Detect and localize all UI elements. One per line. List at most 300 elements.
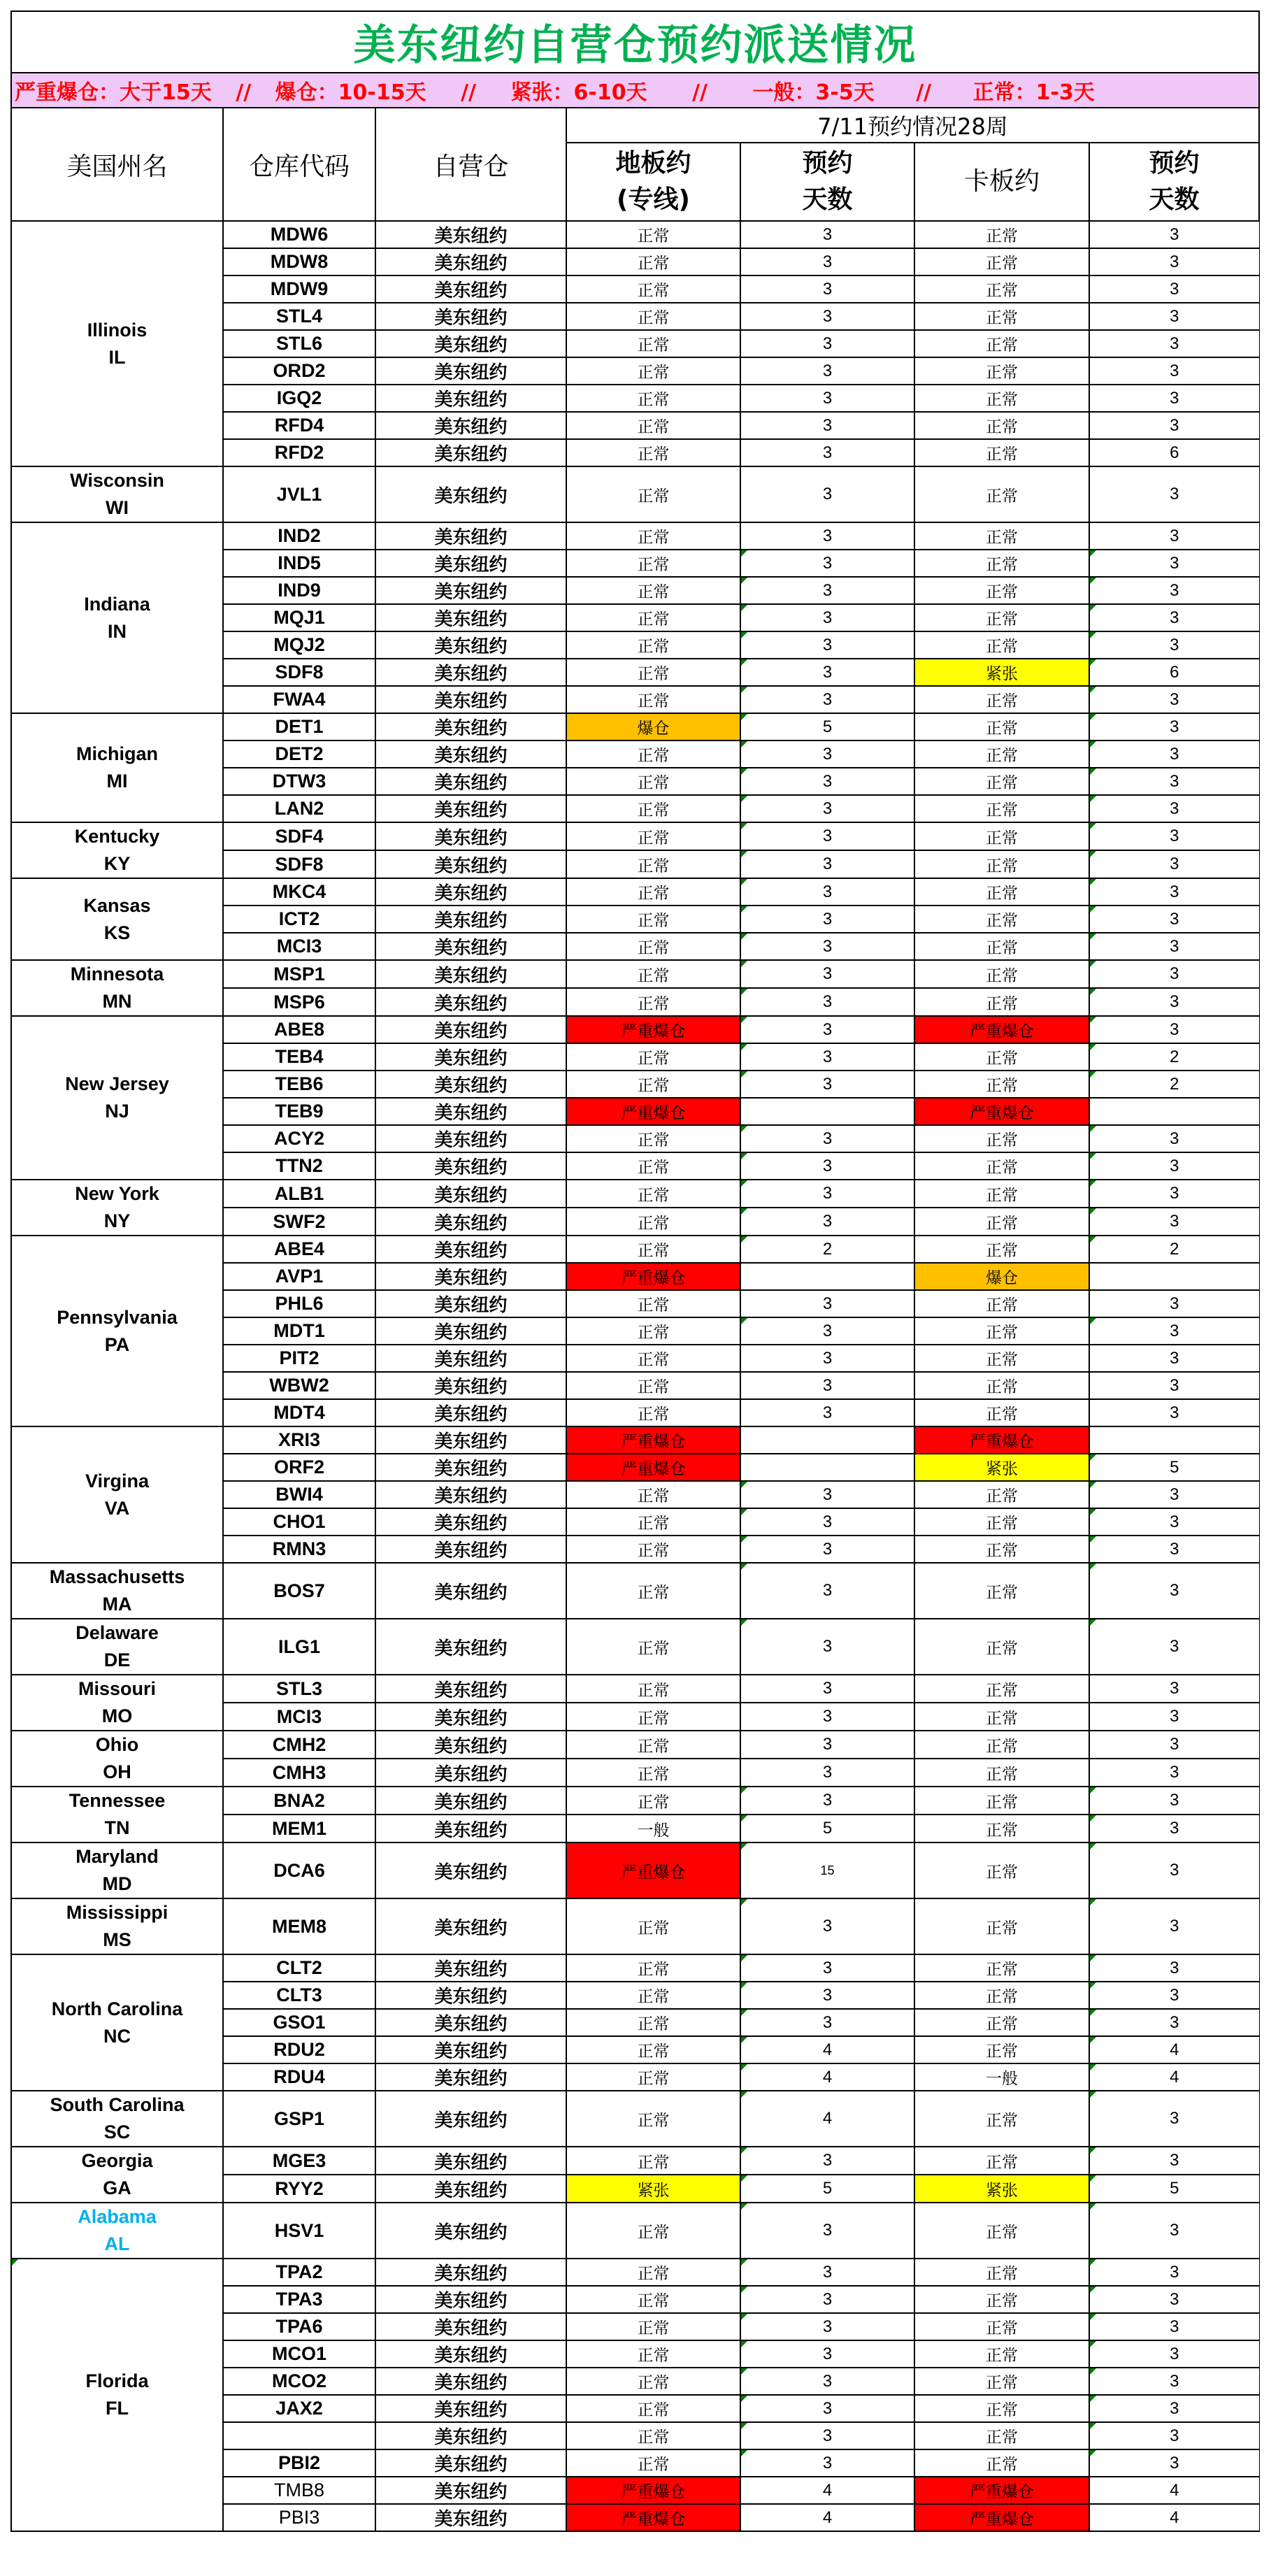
- owner-cell: [375, 1180, 566, 1208]
- floor-status: [566, 1071, 740, 1098]
- truck-days: [1089, 466, 1259, 522]
- number-as-text-marker-icon: [741, 933, 747, 940]
- truck-status-text: 正常: [986, 774, 1018, 792]
- floor-status: [566, 1536, 740, 1563]
- truck-status-text: 正常: [986, 1821, 1018, 1840]
- state-name: Virgina: [85, 1470, 150, 1491]
- floor-status: [566, 686, 740, 713]
- number-as-text-marker-icon: [1090, 1509, 1096, 1515]
- warehouse-code-text: BOS7: [273, 1580, 325, 1601]
- floor-status-text: 正常: [637, 391, 670, 409]
- number-as-text-marker-icon: [741, 2147, 747, 2154]
- truck-status: [914, 2422, 1089, 2449]
- number-as-text-marker-icon: [741, 2368, 747, 2375]
- floor-days: [740, 2477, 914, 2504]
- truck-status: [914, 713, 1089, 740]
- floor-days-text: 3: [822, 1679, 833, 1698]
- owner-cell: [375, 522, 566, 550]
- number-as-text-marker-icon: [741, 2037, 747, 2043]
- truck-days-text: 3: [1170, 1156, 1179, 1175]
- owner-cell-text: 美东纽约: [434, 226, 508, 247]
- floor-status-text: 正常: [637, 1351, 670, 1369]
- header-state: 美国州名: [11, 108, 223, 221]
- truck-status-text: 严重爆仓: [970, 1433, 1034, 1451]
- floor-days: [740, 1898, 914, 1954]
- truck-days-text: 3: [1170, 1539, 1179, 1559]
- table-row: [11, 960, 1259, 988]
- floor-days-text: 3: [822, 252, 833, 271]
- owner-cell: [375, 1954, 566, 1982]
- truck-days: [1089, 1043, 1259, 1071]
- floor-status: [566, 1125, 740, 1152]
- truck-days-text: 3: [1170, 1861, 1179, 1880]
- floor-status: [566, 906, 740, 933]
- truck-days: [1089, 276, 1259, 303]
- floor-status: [566, 1675, 740, 1703]
- owner-cell: [375, 2422, 566, 2449]
- truck-days-text: 3: [1170, 2262, 1179, 2282]
- owner-cell: [375, 439, 566, 466]
- warehouse-code-text: DET1: [275, 716, 324, 737]
- warehouse-code: [223, 1071, 375, 1098]
- truck-days: [1089, 1399, 1259, 1426]
- state-name: Michigan: [76, 743, 158, 764]
- truck-status: [914, 1563, 1089, 1619]
- floor-status: [566, 1898, 740, 1954]
- floor-days: [740, 2259, 914, 2286]
- state-cell: [11, 1675, 223, 1731]
- floor-days-text: 3: [822, 882, 833, 901]
- floor-days-text: 15: [820, 1863, 835, 1877]
- status-legend: [11, 73, 1259, 108]
- owner-cell-text: 美东纽约: [434, 1075, 508, 1096]
- number-as-text-marker-icon: [741, 1318, 747, 1324]
- owner-cell: [375, 631, 566, 659]
- floor-status-text: 正常: [637, 2111, 670, 2130]
- table-row: [11, 2091, 1259, 2147]
- warehouse-code-text: RFD2: [274, 442, 324, 463]
- truck-days-text: 3: [1170, 1019, 1179, 1039]
- floor-status: [566, 2504, 740, 2531]
- truck-status: [914, 822, 1089, 850]
- truck-days-text: 3: [1170, 854, 1179, 873]
- warehouse-code: [223, 2422, 375, 2449]
- floor-status-text: 正常: [637, 1324, 670, 1342]
- truck-status-text: 正常: [986, 994, 1018, 1013]
- owner-cell: [375, 1508, 566, 1536]
- truck-days: [1089, 2340, 1259, 2368]
- floor-days: [740, 1208, 914, 1236]
- truck-days: [1089, 933, 1259, 960]
- truck-status-text: 正常: [986, 2015, 1018, 2033]
- floor-status-text: 正常: [637, 2265, 670, 2283]
- truck-days-text: 3: [1170, 1184, 1179, 1203]
- owner-cell: [375, 1372, 566, 1399]
- floor-status-text: 正常: [637, 282, 670, 300]
- legend-item-tight: 紧张：6-10天: [510, 80, 647, 105]
- header-floor-line2: (专线): [617, 185, 690, 214]
- warehouse-code: [223, 2203, 375, 2259]
- floor-status: [566, 303, 740, 330]
- number-as-text-marker-icon: [741, 578, 747, 584]
- table-row: [11, 1898, 1259, 1954]
- number-as-text-marker-icon: [741, 2314, 747, 2320]
- warehouse-code-text: IND9: [278, 580, 321, 601]
- warehouse-code: [223, 1372, 375, 1399]
- state-abbr: DE: [103, 1650, 131, 1670]
- floor-status: [566, 1563, 740, 1619]
- floor-status: [566, 412, 740, 439]
- owner-cell-text: 美东纽约: [434, 2454, 508, 2475]
- floor-status-text: 严重爆仓: [621, 1460, 686, 1478]
- truck-status: [914, 2449, 1089, 2477]
- owner-cell-text: 美东纽约: [434, 1861, 508, 1883]
- number-as-text-marker-icon: [1090, 2147, 1096, 2154]
- warehouse-code: [223, 1898, 375, 1954]
- truck-days-text: 3: [1170, 2453, 1179, 2473]
- header-week-group: 7/11预约情况28周: [566, 108, 1259, 143]
- floor-status: [566, 330, 740, 357]
- number-as-text-marker-icon: [741, 659, 747, 666]
- truck-status: [914, 2091, 1089, 2147]
- warehouse-code: [223, 1536, 375, 1563]
- owner-cell: [375, 1619, 566, 1675]
- number-as-text-marker-icon: [741, 1843, 747, 1849]
- table-row: [11, 522, 1259, 550]
- truck-days: [1089, 550, 1259, 577]
- state-cell: [11, 1563, 223, 1619]
- truck-status: [914, 439, 1089, 466]
- floor-days: [740, 1563, 914, 1619]
- truck-status-text: 正常: [986, 1681, 1018, 1700]
- state-cell: [11, 2147, 223, 2203]
- truck-status-text: 正常: [986, 1378, 1018, 1396]
- truck-status: [914, 1787, 1089, 1815]
- floor-days: [740, 1982, 914, 2009]
- truck-status-text: 正常: [986, 747, 1018, 765]
- warehouse-code: [223, 686, 375, 713]
- floor-days-text: 3: [822, 1047, 833, 1066]
- owner-cell: [375, 1842, 566, 1898]
- truck-days-text: 3: [1170, 1917, 1179, 1935]
- floor-status: [566, 1815, 740, 1842]
- warehouse-code: [223, 2313, 375, 2340]
- floor-status: [566, 2449, 740, 2477]
- truck-status-text: 正常: [986, 2401, 1018, 2419]
- owner-cell: [375, 604, 566, 631]
- state-cell: [11, 960, 223, 1016]
- owner-cell: [375, 2091, 566, 2147]
- state-cell: [11, 2259, 223, 2531]
- truck-status-text: 正常: [986, 556, 1018, 574]
- owner-cell-text: 美东纽约: [434, 2152, 508, 2173]
- owner-cell-text: 美东纽约: [434, 718, 508, 739]
- truck-status-text: 正常: [986, 2042, 1018, 2061]
- floor-status-text: 正常: [637, 2428, 670, 2447]
- owner-cell: [375, 357, 566, 385]
- truck-status: [914, 1317, 1089, 1345]
- truck-status: [914, 1098, 1089, 1125]
- floor-status-text: 正常: [637, 774, 670, 792]
- number-as-text-marker-icon: [1090, 879, 1096, 885]
- truck-status: [914, 604, 1089, 631]
- truck-days: [1089, 2203, 1259, 2259]
- warehouse-code: [223, 960, 375, 988]
- truck-status: [914, 850, 1089, 878]
- floor-status-text: 严重爆仓: [621, 2483, 686, 2501]
- floor-status: [566, 960, 740, 988]
- number-as-text-marker-icon: [1090, 1153, 1096, 1159]
- truck-status: [914, 1263, 1089, 1290]
- floor-status: [566, 2395, 740, 2422]
- owner-cell-text: 美东纽约: [434, 1212, 508, 1234]
- warehouse-code: [223, 522, 375, 550]
- owner-cell-text: 美东纽约: [434, 938, 508, 959]
- owner-cell: [375, 412, 566, 439]
- floor-days: [740, 385, 914, 412]
- floor-days-text: 3: [822, 1156, 833, 1175]
- number-as-text-marker-icon: [1090, 1564, 1096, 1570]
- floor-days: [740, 1043, 914, 1071]
- number-as-text-marker-icon: [1090, 741, 1096, 747]
- truck-days: [1089, 1954, 1259, 1982]
- owner-cell-text: 美东纽约: [434, 993, 508, 1015]
- warehouse-code-text: CMH3: [272, 1761, 326, 1783]
- owner-cell-text: 美东纽约: [434, 2345, 508, 2366]
- truck-days: [1089, 1098, 1259, 1125]
- warehouse-code: [223, 795, 375, 822]
- number-as-text-marker-icon: [1090, 1899, 1096, 1905]
- warehouse-code: [223, 933, 375, 960]
- warehouse-code-text: MDW8: [270, 251, 329, 272]
- number-as-text-marker-icon: [1090, 605, 1096, 611]
- truck-status-text: 紧张: [986, 665, 1018, 683]
- owner-cell: [375, 2036, 566, 2063]
- warehouse-code-text: MCO2: [271, 2370, 326, 2391]
- truck-status-text: 正常: [986, 801, 1018, 820]
- warehouse-code: [223, 550, 375, 577]
- table-row: [11, 822, 1259, 850]
- floor-days: [740, 822, 914, 850]
- truck-status: [914, 1152, 1089, 1180]
- owner-cell: [375, 1982, 566, 2009]
- floor-status: [566, 1787, 740, 1815]
- truck-status: [914, 2203, 1089, 2259]
- header-truck-appointment: 卡板约: [914, 143, 1089, 221]
- state-name: Ohio: [95, 1734, 139, 1755]
- number-as-text-marker-icon: [741, 1153, 747, 1159]
- number-as-text-marker-icon: [1090, 1318, 1096, 1324]
- number-as-text-marker-icon: [12, 2259, 18, 2266]
- warehouse-code: [223, 740, 375, 768]
- owner-cell: [375, 1703, 566, 1731]
- truck-status-text: 正常: [986, 1242, 1018, 1260]
- owner-cell: [375, 2009, 566, 2036]
- floor-days: [740, 276, 914, 303]
- number-as-text-marker-icon: [741, 2203, 747, 2210]
- truck-days-text: 3: [1170, 2151, 1179, 2170]
- floor-days-text: 3: [822, 1917, 833, 1935]
- state-name: Georgia: [81, 2150, 153, 2171]
- floor-status-text: 正常: [637, 2456, 670, 2474]
- warehouse-code-text: RMN3: [272, 1538, 326, 1559]
- floor-status-text: 正常: [637, 1242, 670, 1260]
- state-name: Pennsylvania: [57, 1306, 178, 1328]
- state-abbr: PA: [104, 1333, 130, 1355]
- floor-status-text: 正常: [637, 2223, 670, 2242]
- truck-status: [914, 906, 1089, 933]
- legend-item-severe: 严重爆仓：大于15天: [15, 80, 212, 105]
- owner-cell-text: 美东纽约: [434, 745, 508, 766]
- truck-status-text: 正常: [986, 2374, 1018, 2392]
- floor-status-text: 正常: [637, 829, 670, 847]
- truck-days: [1089, 768, 1259, 795]
- owner-cell-text: 美东纽约: [434, 1763, 508, 1785]
- floor-days: [740, 906, 914, 933]
- number-as-text-marker-icon: [1090, 578, 1096, 584]
- owner-cell: [375, 248, 566, 276]
- truck-status: [914, 2147, 1089, 2175]
- floor-status: [566, 1982, 740, 2009]
- truck-status: [914, 2368, 1089, 2395]
- truck-days: [1089, 1372, 1259, 1399]
- state-abbr: WI: [106, 497, 129, 518]
- warehouse-code: [223, 1345, 375, 1372]
- truck-days-text: 3: [1170, 909, 1179, 929]
- owner-cell-text: 美东纽约: [434, 2482, 508, 2503]
- floor-status: [566, 385, 740, 412]
- floor-status-text: 严重爆仓: [621, 1269, 686, 1287]
- floor-status-text: 严重爆仓: [621, 1104, 686, 1122]
- warehouse-code-text: STL4: [275, 306, 322, 327]
- floor-status-text: 正常: [637, 2374, 670, 2392]
- warehouse-code-text: MGE3: [272, 2149, 326, 2171]
- truck-status: [914, 659, 1089, 686]
- owner-cell-text: 美东纽约: [434, 1680, 508, 1701]
- truck-status-text: 正常: [986, 1186, 1018, 1205]
- warehouse-code: [223, 604, 375, 631]
- floor-days-text: 3: [822, 1212, 833, 1231]
- number-as-text-marker-icon: [1090, 1815, 1096, 1822]
- owner-cell: [375, 960, 566, 988]
- truck-days: [1089, 1815, 1259, 1842]
- header-days2-line1: 预约: [1149, 149, 1200, 178]
- truck-status-text: 爆仓: [986, 1269, 1018, 1287]
- owner-cell-text: 美东纽约: [434, 485, 508, 507]
- number-as-text-marker-icon: [1090, 1619, 1096, 1626]
- truck-status-text: 正常: [986, 1542, 1018, 1560]
- number-as-text-marker-icon: [1090, 714, 1096, 720]
- owner-cell-text: 美东纽约: [434, 1377, 508, 1398]
- warehouse-code: [223, 221, 375, 248]
- owner-cell-text: 美东纽约: [434, 691, 508, 712]
- floor-days-text: 3: [822, 799, 833, 818]
- warehouse-code-text: MDW6: [270, 224, 329, 245]
- truck-days-text: 3: [1170, 1637, 1179, 1656]
- state-abbr: IL: [108, 346, 126, 368]
- floor-days-text: 3: [822, 1763, 833, 1782]
- floor-days-text: 3: [822, 526, 833, 545]
- truck-days: [1089, 357, 1259, 385]
- floor-status: [566, 2340, 740, 2368]
- owner-cell: [375, 713, 566, 740]
- floor-status-text: 正常: [637, 2319, 670, 2338]
- truck-days-text: 3: [1170, 306, 1179, 326]
- table-row: [11, 2147, 1259, 2175]
- owner-cell: [375, 2368, 566, 2395]
- truck-status-text: 正常: [986, 1765, 1018, 1784]
- state-abbr: KS: [103, 922, 131, 943]
- warehouse-code: [223, 2477, 375, 2504]
- truck-days: [1089, 1508, 1259, 1536]
- warehouse-code-text: TMB8: [273, 2480, 324, 2500]
- floor-days: [740, 1125, 914, 1152]
- floor-status-text: 正常: [637, 801, 670, 820]
- truck-days: [1089, 878, 1259, 906]
- floor-days-text: 3: [822, 553, 833, 573]
- floor-days-text: 3: [822, 1484, 833, 1504]
- floor-status-text: 正常: [637, 994, 670, 1013]
- warehouse-code-text: ABE4: [273, 1238, 325, 1259]
- warehouse-code: [223, 1759, 375, 1787]
- truck-days: [1089, 303, 1259, 330]
- floor-days: [740, 2036, 914, 2063]
- floor-status-text: 正常: [637, 885, 670, 903]
- truck-days-text: 3: [1170, 224, 1179, 244]
- floor-status-text: 正常: [637, 1186, 670, 1205]
- floor-status: [566, 1263, 740, 1290]
- floor-status: [566, 2175, 740, 2203]
- number-as-text-marker-icon: [1090, 906, 1096, 913]
- truck-days: [1089, 1898, 1259, 1954]
- truck-days-text: 6: [1170, 662, 1179, 682]
- truck-status: [914, 2477, 1089, 2504]
- owner-cell-text: 美东纽约: [434, 2291, 508, 2312]
- truck-status: [914, 2009, 1089, 2036]
- table-row: [11, 221, 1259, 248]
- truck-status-text: 正常: [986, 1296, 1018, 1315]
- warehouse-code-text: CMH2: [272, 1733, 326, 1755]
- owner-cell-text: 美东纽约: [434, 910, 508, 931]
- owner-cell-text: 美东纽约: [434, 1987, 508, 2008]
- warehouse-code: [223, 1454, 375, 1481]
- owner-cell: [375, 988, 566, 1016]
- floor-days: [740, 466, 914, 522]
- truck-status: [914, 276, 1089, 303]
- number-as-text-marker-icon: [1090, 2091, 1096, 2098]
- truck-status-text: 正常: [986, 2292, 1018, 2310]
- truck-status-text: 正常: [986, 1919, 1018, 1938]
- floor-status-text: 正常: [637, 1487, 670, 1505]
- truck-days: [1089, 2009, 1259, 2036]
- table-row: [11, 1426, 1259, 1454]
- table-row: [11, 2203, 1259, 2259]
- floor-status-text: 正常: [637, 692, 670, 710]
- number-as-text-marker-icon: [741, 1509, 747, 1515]
- table-row: [11, 1731, 1259, 1759]
- floor-days-text: 4: [822, 2067, 833, 2087]
- floor-days: [740, 631, 914, 659]
- warehouse-code-text: ILG1: [278, 1636, 320, 1657]
- truck-status: [914, 1180, 1089, 1208]
- warehouse-code-text: ABE8: [273, 1019, 325, 1040]
- floor-days: [740, 2395, 914, 2422]
- floor-status-text: 正常: [637, 1159, 670, 1177]
- floor-status: [566, 276, 740, 303]
- warehouse-code-text: RDU4: [273, 2066, 325, 2087]
- truck-status: [914, 1016, 1089, 1043]
- floor-days: [740, 1481, 914, 1508]
